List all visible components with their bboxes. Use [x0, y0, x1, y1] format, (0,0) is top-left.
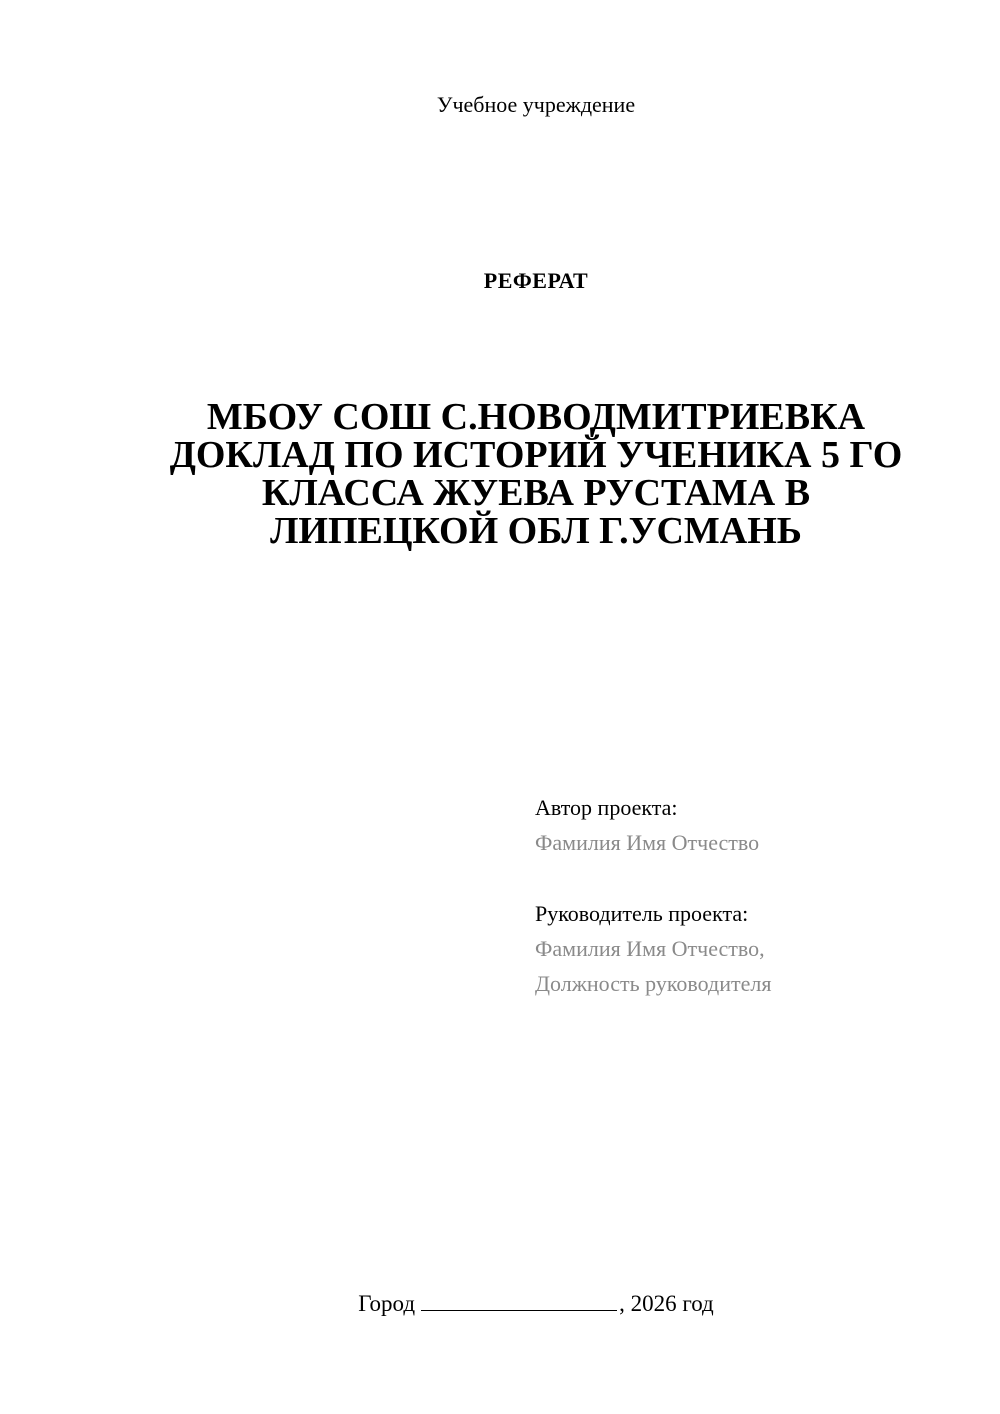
project-info: [535, 790, 975, 1001]
supervisor-position: Должность руководителя: [535, 971, 772, 996]
supervisor-name: Фамилия Имя Отчество,: [535, 936, 765, 961]
title-line: ЛИПЕЦКОЙ ОБЛ Г.УСМАНЬ: [270, 510, 802, 552]
author-label: Автор проекта:: [535, 795, 678, 820]
institution-name: Учебное учреждение: [436, 92, 636, 117]
title-line: МБОУ СОШ С.НОВОДМИТРИЕВКА: [206, 396, 866, 438]
footer-city-year: [0, 1290, 1000, 1317]
title-line: КЛАССА ЖУЕВА РУСТАМА В: [261, 472, 811, 514]
title-line: ДОКЛАД ПО ИСТОРИЙ УЧЕНИКА 5 ГО: [169, 434, 903, 476]
city-label: Город: [358, 1291, 416, 1316]
author-value: Фамилия Имя Отчество: [535, 830, 760, 855]
spacer: [535, 860, 975, 896]
year-text: , 2026 год: [619, 1291, 714, 1316]
document-type: РЕФЕРАТ: [483, 268, 589, 293]
supervisor-label: Руководитель проекта:: [535, 901, 749, 926]
city-blank-line: [421, 1290, 617, 1311]
main-title: [120, 398, 952, 550]
